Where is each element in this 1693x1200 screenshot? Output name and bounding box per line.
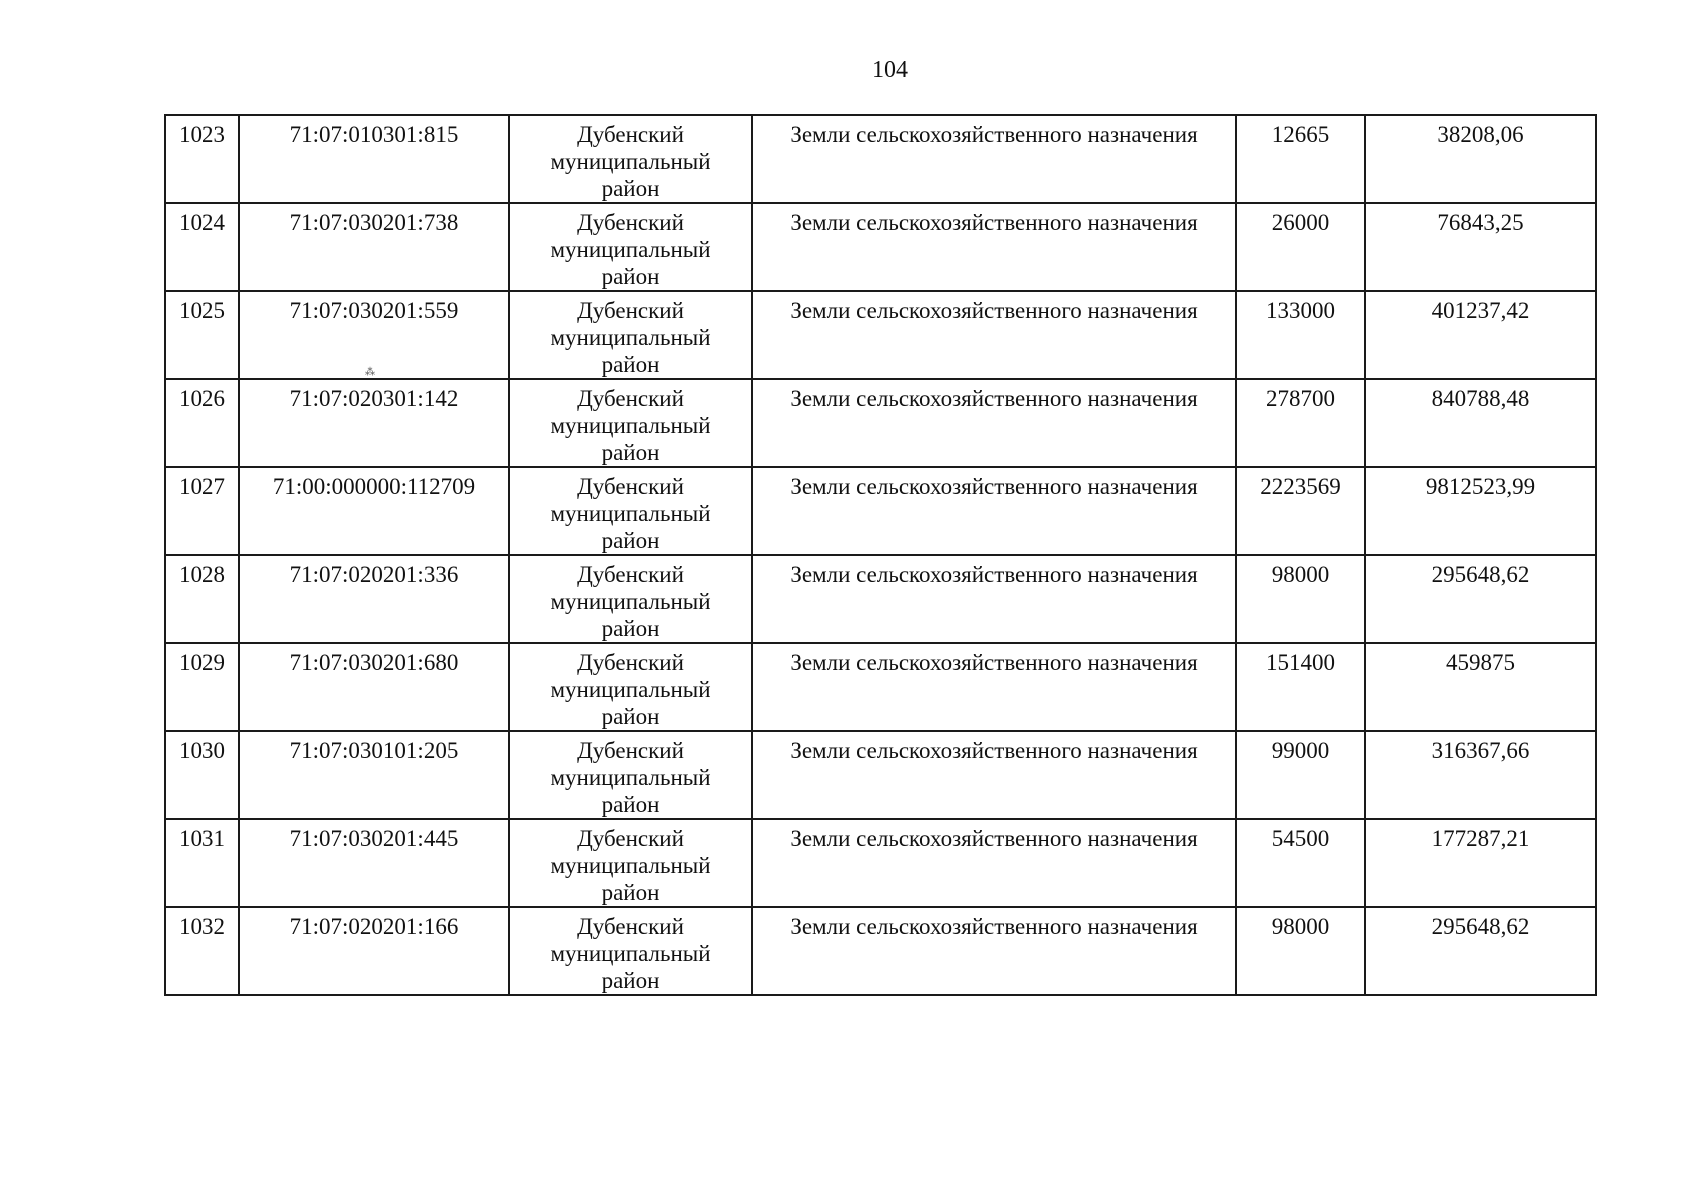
cadastral-number: 71:07:020201:166	[239, 907, 509, 995]
land-category: Земли сельскохозяйственного назначения	[752, 115, 1236, 203]
table-row	[165, 907, 1596, 995]
municipality	[509, 115, 752, 203]
municipality-line: Дубенский	[577, 298, 684, 323]
cadastral-value: 401237,42	[1365, 291, 1596, 379]
row-number: 1026	[165, 379, 239, 467]
municipality-line: район	[601, 880, 660, 905]
table-row	[165, 643, 1596, 731]
municipality-line: муниципальный	[550, 941, 711, 966]
scan-speck: ⁂	[365, 367, 375, 378]
cadastral-number: 71:00:000000:112709	[239, 467, 509, 555]
row-number: 1027	[165, 467, 239, 555]
land-category: Земли сельскохозяйственного назначения	[752, 203, 1236, 291]
table-body	[165, 115, 1596, 995]
municipality-line: муниципальный	[550, 413, 711, 438]
row-number: 1024	[165, 203, 239, 291]
table-row	[165, 291, 1596, 379]
municipality-line: муниципальный	[550, 677, 711, 702]
cadastral-value: 316367,66	[1365, 731, 1596, 819]
municipality-line: Дубенский	[577, 210, 684, 235]
municipality-line: Дубенский	[577, 914, 684, 939]
cadastral-number: 71:07:020201:336	[239, 555, 509, 643]
cadastral-value: 840788,48	[1365, 379, 1596, 467]
land-category: Земли сельскохозяйственного назначения	[752, 643, 1236, 731]
municipality-line: муниципальный	[550, 765, 711, 790]
land-plots-table	[164, 114, 1597, 996]
land-area: 278700	[1236, 379, 1365, 467]
table-row	[165, 203, 1596, 291]
cadastral-number: 71:07:010301:815	[239, 115, 509, 203]
cadastral-number: 71:07:030201:680	[239, 643, 509, 731]
row-number: 1023	[165, 115, 239, 203]
cadastral-value: 76843,25	[1365, 203, 1596, 291]
table-row	[165, 555, 1596, 643]
municipality-line: муниципальный	[550, 149, 711, 174]
land-category: Земли сельскохозяйственного назначения	[752, 555, 1236, 643]
municipality-line: Дубенский	[577, 738, 684, 763]
land-category: Земли сельскохозяйственного назначения	[752, 731, 1236, 819]
municipality-line: Дубенский	[577, 826, 684, 851]
row-number: 1031	[165, 819, 239, 907]
land-area: 98000	[1236, 907, 1365, 995]
row-number: 1032	[165, 907, 239, 995]
municipality-line: Дубенский	[577, 474, 684, 499]
land-area: 99000	[1236, 731, 1365, 819]
row-number: 1028	[165, 555, 239, 643]
municipality-line: муниципальный	[550, 853, 711, 878]
municipality	[509, 555, 752, 643]
table-row	[165, 819, 1596, 907]
land-area: 133000	[1236, 291, 1365, 379]
municipality	[509, 907, 752, 995]
cadastral-value: 295648,62	[1365, 907, 1596, 995]
municipality-line: Дубенский	[577, 386, 684, 411]
cadastral-number: 71:07:030101:205	[239, 731, 509, 819]
table-row	[165, 731, 1596, 819]
municipality-line: Дубенский	[577, 122, 684, 147]
row-number: 1030	[165, 731, 239, 819]
municipality-line: муниципальный	[550, 237, 711, 262]
land-category: Земли сельскохозяйственного назначения	[752, 379, 1236, 467]
cadastral-value: 295648,62	[1365, 555, 1596, 643]
land-area: 151400	[1236, 643, 1365, 731]
municipality-line: район	[601, 968, 660, 993]
municipality-line: муниципальный	[550, 325, 711, 350]
land-category: Земли сельскохозяйственного назначения	[752, 819, 1236, 907]
cadastral-number: 71:07:020301:142	[239, 379, 509, 467]
cadastral-value: 459875	[1365, 643, 1596, 731]
municipality-line: Дубенский	[577, 650, 684, 675]
municipality-line: район	[601, 440, 660, 465]
municipality-line: район	[601, 264, 660, 289]
land-category: Земли сельскохозяйственного назначения	[752, 291, 1236, 379]
table-row	[165, 379, 1596, 467]
page-number: 104	[872, 57, 908, 83]
municipality-line: район	[601, 352, 660, 377]
municipality-line: муниципальный	[550, 589, 711, 614]
table-row	[165, 115, 1596, 203]
municipality-line: район	[601, 792, 660, 817]
cadastral-value: 9812523,99	[1365, 467, 1596, 555]
municipality	[509, 379, 752, 467]
cadastral-number: 71:07:030201:445	[239, 819, 509, 907]
land-area: 98000	[1236, 555, 1365, 643]
municipality-line: район	[601, 528, 660, 553]
cadastral-value: 177287,21	[1365, 819, 1596, 907]
municipality	[509, 203, 752, 291]
municipality-line: район	[601, 616, 660, 641]
cadastral-value: 38208,06	[1365, 115, 1596, 203]
municipality	[509, 467, 752, 555]
cadastral-number: 71:07:030201:559	[239, 291, 509, 379]
municipality	[509, 819, 752, 907]
municipality	[509, 291, 752, 379]
cadastral-number: 71:07:030201:738	[239, 203, 509, 291]
table-row	[165, 467, 1596, 555]
land-area: 54500	[1236, 819, 1365, 907]
row-number: 1029	[165, 643, 239, 731]
land-category: Земли сельскохозяйственного назначения	[752, 467, 1236, 555]
land-category: Земли сельскохозяйственного назначения	[752, 907, 1236, 995]
municipality-line: Дубенский	[577, 562, 684, 587]
municipality	[509, 731, 752, 819]
municipality-line: муниципальный	[550, 501, 711, 526]
land-area: 26000	[1236, 203, 1365, 291]
land-area: 2223569	[1236, 467, 1365, 555]
row-number: 1025	[165, 291, 239, 379]
municipality-line: район	[601, 176, 660, 201]
municipality-line: район	[601, 704, 660, 729]
land-area: 12665	[1236, 115, 1365, 203]
municipality	[509, 643, 752, 731]
